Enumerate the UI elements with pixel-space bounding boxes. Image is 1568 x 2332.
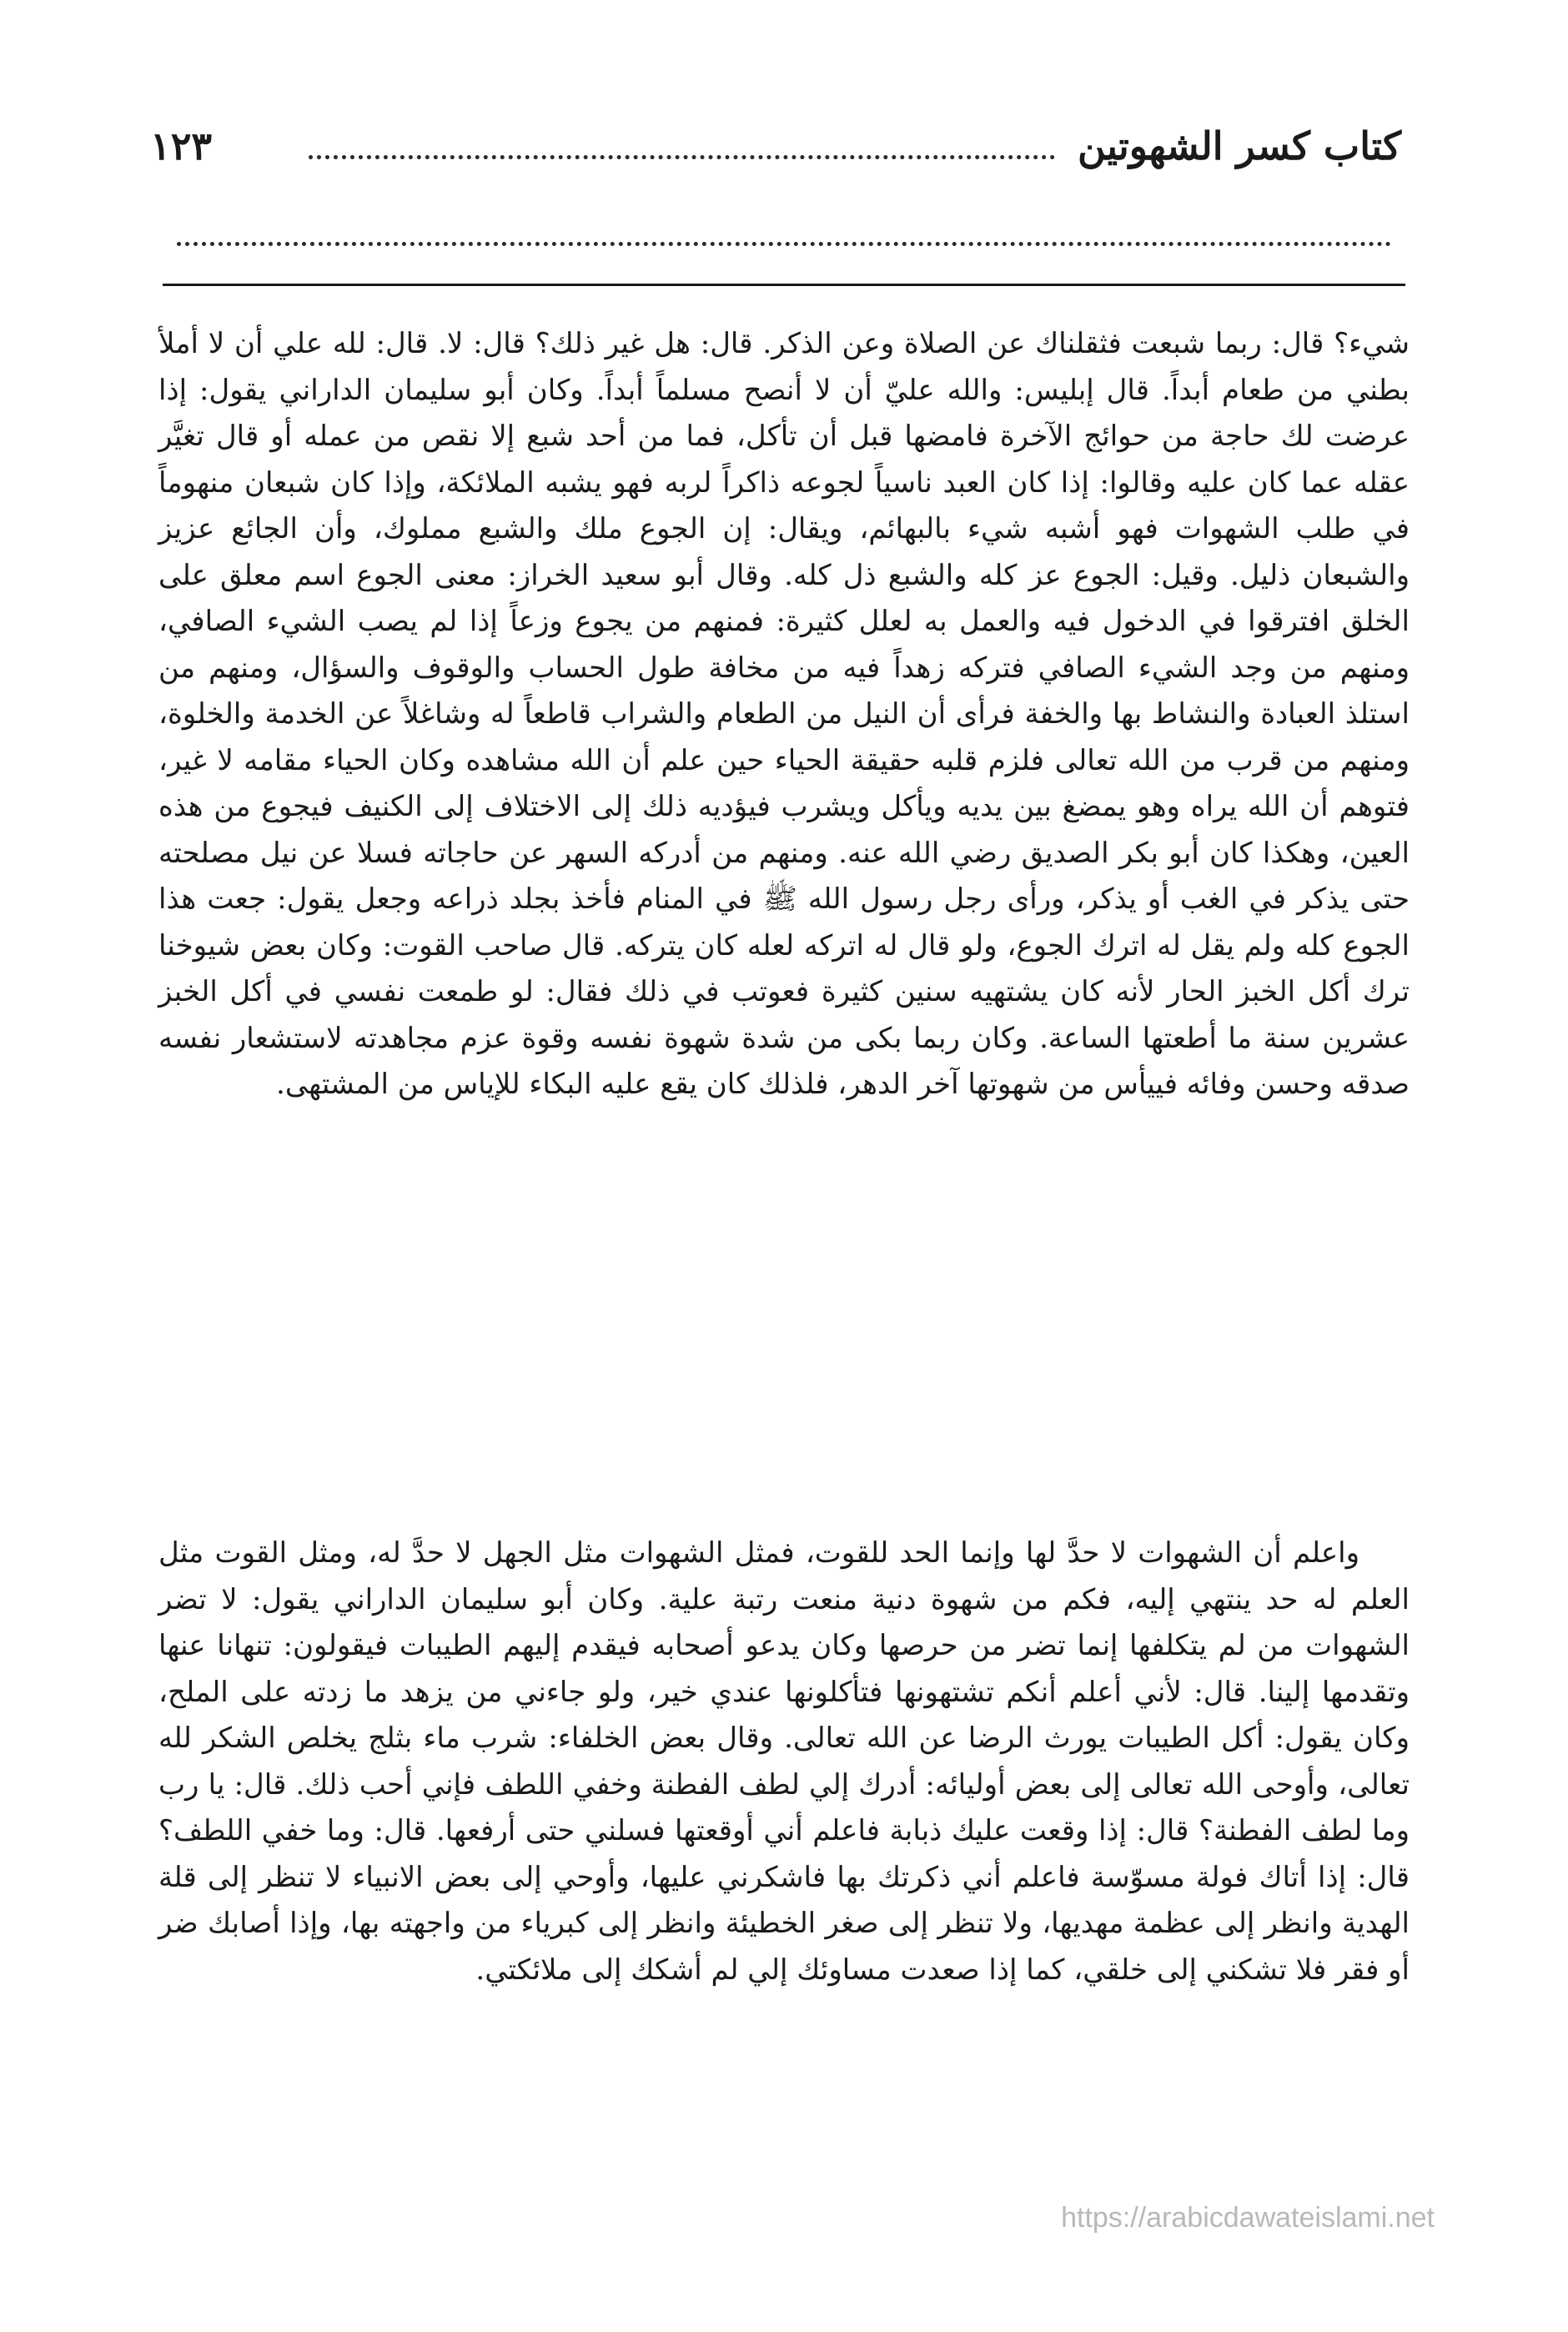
body-paragraph-2: واعلم أن الشهوات لا حدَّ لها وإنما الحد للقوت، فمثل الشهوات مثل الجهل لا حدَّ له، ومثل القوت مثل العلم له حد ينتهي إليه، فكم من شهوة دنية منعت رتبة علية. وكان أبو سليمان الداراني يقول: لا تضر الشهوات من لم يتكلفها إنما تضر من حرصها وكان يدعو أصحابه فيقدم إليهم الطيبات فيقولون: تنهانا عنها وتقدمها إلينا. قال: لأني أعلم أنكم تشتهونها فتأكلونها عندي خير، ولو جاءني من يزهد ما زدته على الملح، وكان يقول: أكل الطيبات يورث الرضا عن الله تعالى. وقال بعض الخلفاء: شرب ماء بثلج يخلص الشكر لله تعالى، وأوحى الله تعالى إلى بعض أوليائه: أدرك إلي لطف الفطنة وخفي اللطف فإني أحب ذلك. قال: يا رب وما لطف الفطنة؟ قال: إذا وقعت عليك ذبابة فاعلم أني أوقعتها فسلني حتى أرفعها. قال: وما خفي اللطف؟ قال: إذا أتاك فولة مسوّسة فاعلم أني ذكرتك بها فاشكرني عليها، وأوحي إلى بعض الانبياء لا تنظر إلى قلة الهدية وانظر إلى عظمة مهديها، ولا تنظر إلى صغر الخطيئة وانظر إلى كبرياء من واجهته بها، وإذا أصابك ضر أو فقر فلا تشكني إلى خلقي، كما إذا صعدت مساوئك إلي لم أشكك إلى ملائكتي.: [158, 1536, 1410, 1987]
page-number: ١٢٣: [150, 123, 213, 168]
running-header: [150, 108, 1401, 183]
watermark-url: https://arabicdawateislami.net: [1061, 2202, 1435, 2234]
body-paragraph-1: شيء؟ قال: ربما شبعت فثقلناك عن الصلاة وعن الذكر. قال: هل غير ذلك؟ قال: لا. قال: لله علي أن لا أملأ بطني من طعام أبداً. قال إبليس: والله عليّ أن لا أنصح مسلماً أبداً. وكان أبو سليمان الداراني يقول: إذا عرضت لك حاجة من حوائج الآخرة فامضها قبل أن تأكل، فما من أحد شبع إلا نقص من عمله أو قال تغيَّر عقله عما كان عليه وقالوا: إذا كان العبد ناسياً لجوعه ذاكراً لربه فهو يشبه الملائكة، وإذا كان شبعان منهوماً في طلب الشهوات فهو أشبه شيء بالبهائم، ويقال: إن الجوع ملك والشبع مملوك، وأن الجائع عزيز والشبعان ذليل. وقيل: الجوع عز كله والشبع ذل كله. وقال أبو سعيد الخراز: معنى الجوع اسم معلق على الخلق افترقوا في الدخول فيه والعمل به لعلل كثيرة: فمنهم من يجوع وزعاً إذا لم يصب الشيء الصافي، ومنهم من وجد الشيء الصافي فتركه زهداً فيه من مخافة طول الحساب والوقوف والسؤال، ومنهم من استلذ العبادة والنشاط بها والخفة فرأى أن النيل من الطعام والشراب قاطعاً له وشاغلاً عن الخدمة والخلوة، ومنهم من قرب من الله تعالى فلزم قلبه حقيقة الحياء حين علم أن الله مشاهده وكان الحياء مقامه لا غير، فتوهم أن الله يراه وهو يمضغ بين يديه ويأكل ويشرب فيؤديه ذلك إلى الاختلاف إلى الكنيف فيجوع من هذه العين، وهكذا كان أبو بكر الصديق رضي الله عنه. ومنهم من أدركه السهر عن حاجاته فسلا عن نيل مصلحته حتى يذكر في الغب أو يذكر، ورأى رجل رسول الله ﷺ في المنام فأخذ بجلد ذراعه وجعل يقول: جعت هذا الجوع كله ولم يقل له اترك الجوع، ولو قال له اتركه لعله كان يتركه. قال صاحب القوت: وكان بعض شيوخنا ترك أكل الخبز الحار لأنه كان يشتهيه سنين كثيرة فعوتب في ذلك فقال: لو طمعت نفسي في أكل الخبز عشرين سنة ما أطعتها الساعة. وكان ربما بكى من شدة شهوة نفسه وقوة عزم مجاهدته لاستشعار نفسه صدقه وحسن وفائه فييأس من شهوتها آخر الدهر، فلذلك كان يقع عليه البكاء للإياس من المشتهى.: [158, 327, 1410, 1101]
dotted-separator: [177, 242, 1391, 246]
header-rule: [163, 284, 1405, 286]
header-title: كتاب كسر الشهوتين: [1078, 123, 1401, 168]
header-leader-dots: [309, 155, 1055, 159]
